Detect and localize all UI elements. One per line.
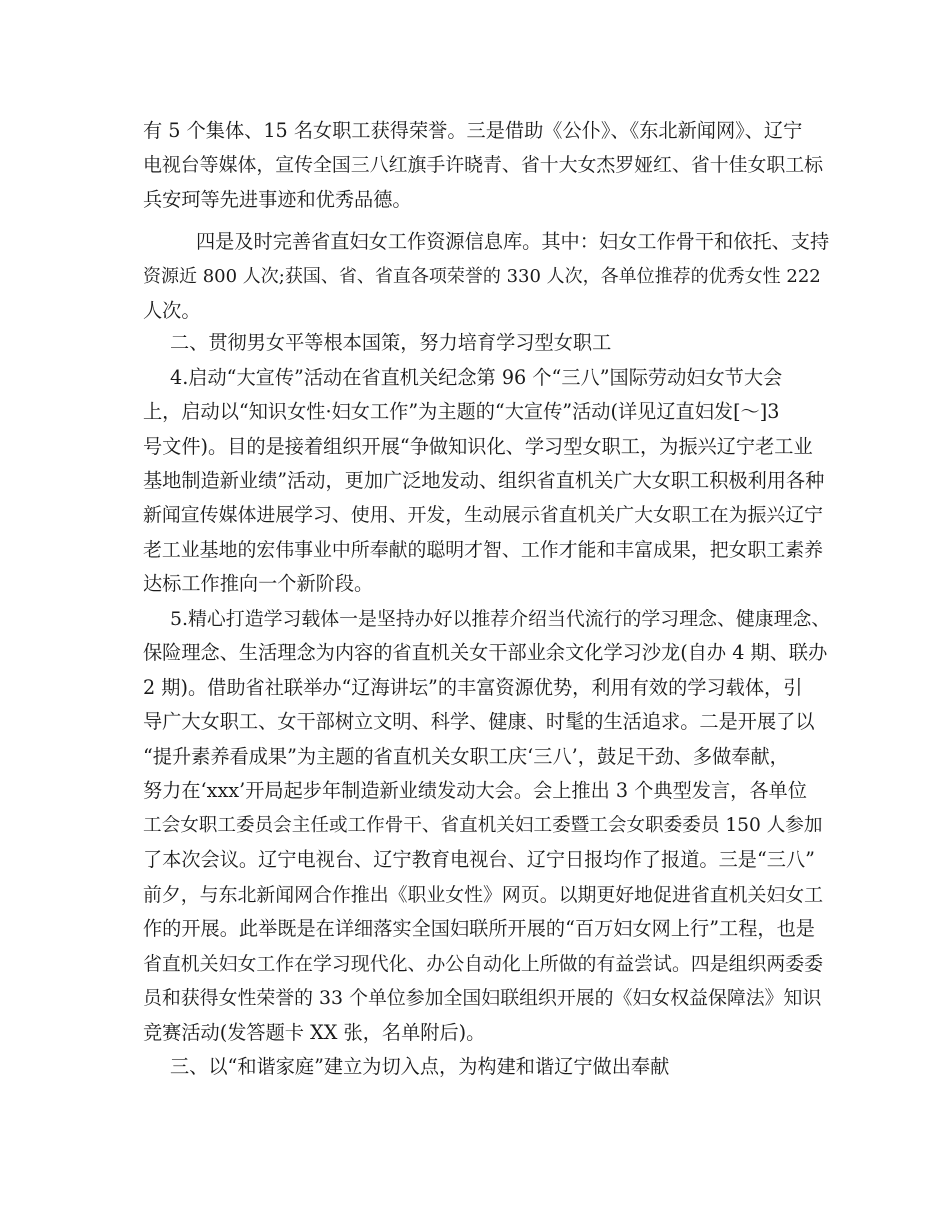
paragraph-line: 有 5 个集体、15 名女职工获得荣誉。三是借助《公仆》、《东北新闻网》、辽宁 xyxy=(143,119,803,142)
paragraph-line: 新闻宣传媒体进展学习、使用、开发，生动展示省直机关广大女职工在为振兴辽宁 xyxy=(143,504,824,526)
paragraph-line: 基地制造新业绩”活动，更加广泛地发动、组织省直机关广大女职工积极利用各种 xyxy=(143,469,825,492)
paragraph-line: “提升素养看成果”为主题的省直机关女职工庆‘三八’，鼓足干劲、多做奉献， xyxy=(143,745,789,768)
paragraph-line: 人次。 xyxy=(143,299,201,322)
section-heading: 二、贯彻男女平等根本国策，努力培育学习型女职工 xyxy=(170,331,612,354)
section-heading: 三、以“和谐家庭”建立为切入点，为构建和谐辽宁做出奉献 xyxy=(170,1055,670,1078)
paragraph-line: 努力在‘xxx’开局起步年制造新业绩发动大会。会上推出 3 个典型发言，各单位 xyxy=(143,779,807,802)
paragraph-line: 兵安珂等先进事迹和优秀品德。 xyxy=(143,188,412,211)
paragraph-line: 作的开展。此举既是在详细落实全国妇联所开展的“百万妇女网上行”工程，也是 xyxy=(143,917,815,940)
paragraph-line: 老工业基地的宏伟事业中所奉献的聪明才智、工作才能和丰富成果，把女职工素养 xyxy=(143,539,824,561)
paragraph-line: 资源近 800 人次;获国、省、省直各项荣誉的 330 人次，各单位推荐的优秀女性 222 xyxy=(143,266,821,287)
paragraph-line: 竞赛活动(发答题卡 XX 张，名单附后)。 xyxy=(143,1021,486,1044)
paragraph-line: 工会女职工委员会主任或工作骨干、省直机关妇工委暨工会女职委委员 150 人参加 xyxy=(143,815,823,836)
paragraph-line: 省直机关妇女工作在学习现代化、办公自动化上所做的有益尝试。四是组织两委委 xyxy=(143,953,824,975)
paragraph-line: 达标工作推向一个新阶段。 xyxy=(143,572,374,595)
paragraph-line: 号文件)。目的是接着组织开展“争做知识化、学习型女职工，为振兴辽宁老工业 xyxy=(143,435,813,458)
paragraph-line: 电视台等媒体，宣传全国三八红旗手许晓青、省十大女杰罗娅红、省十佳女职工标 xyxy=(143,154,824,176)
paragraph-line: 2 期)。借助省社联举办“辽海讲坛”的丰富资源优势，利用有效的学习载体，引 xyxy=(143,676,803,699)
paragraph-line: 4.启动“大宣传”活动在省直机关纪念第 96 个“三八”国际劳动妇女节大会 xyxy=(170,366,783,389)
paragraph-line: 上，启动以“知识女性·妇女工作”为主题的“大宣传”活动(详见辽直妇发[～]3 xyxy=(143,400,780,423)
paragraph-line: 员和获得女性荣誉的 33 个单位参加全国妇联组织开展的《妇女权益保障法》知识 xyxy=(143,987,822,1009)
paragraph-line: 保险理念、生活理念为内容的省直机关女干部业余文化学习沙龙(自办 4 期、联办 xyxy=(143,641,828,664)
paragraph-line: 前夕，与东北新闻网合作推出《职业女性》网页。以期更好地促进省直机关妇女工 xyxy=(143,884,824,906)
paragraph-line: 5.精心打造学习载体一是坚持办好以推荐介绍当代流行的学习理念、健康理念、 xyxy=(170,608,831,630)
paragraph-line: 四是及时完善省直妇女工作资源信息库。其中：妇女工作骨干和依托、支持 xyxy=(196,230,830,253)
paragraph-line: 导广大女职工、女干部树立文明、科学、健康、时髦的生活追求。二是开展了以 xyxy=(143,710,815,733)
paragraph-line: 了本次会议。辽宁电视台、辽宁教育电视台、辽宁日报均作了报道。三是“三八” xyxy=(143,848,815,871)
